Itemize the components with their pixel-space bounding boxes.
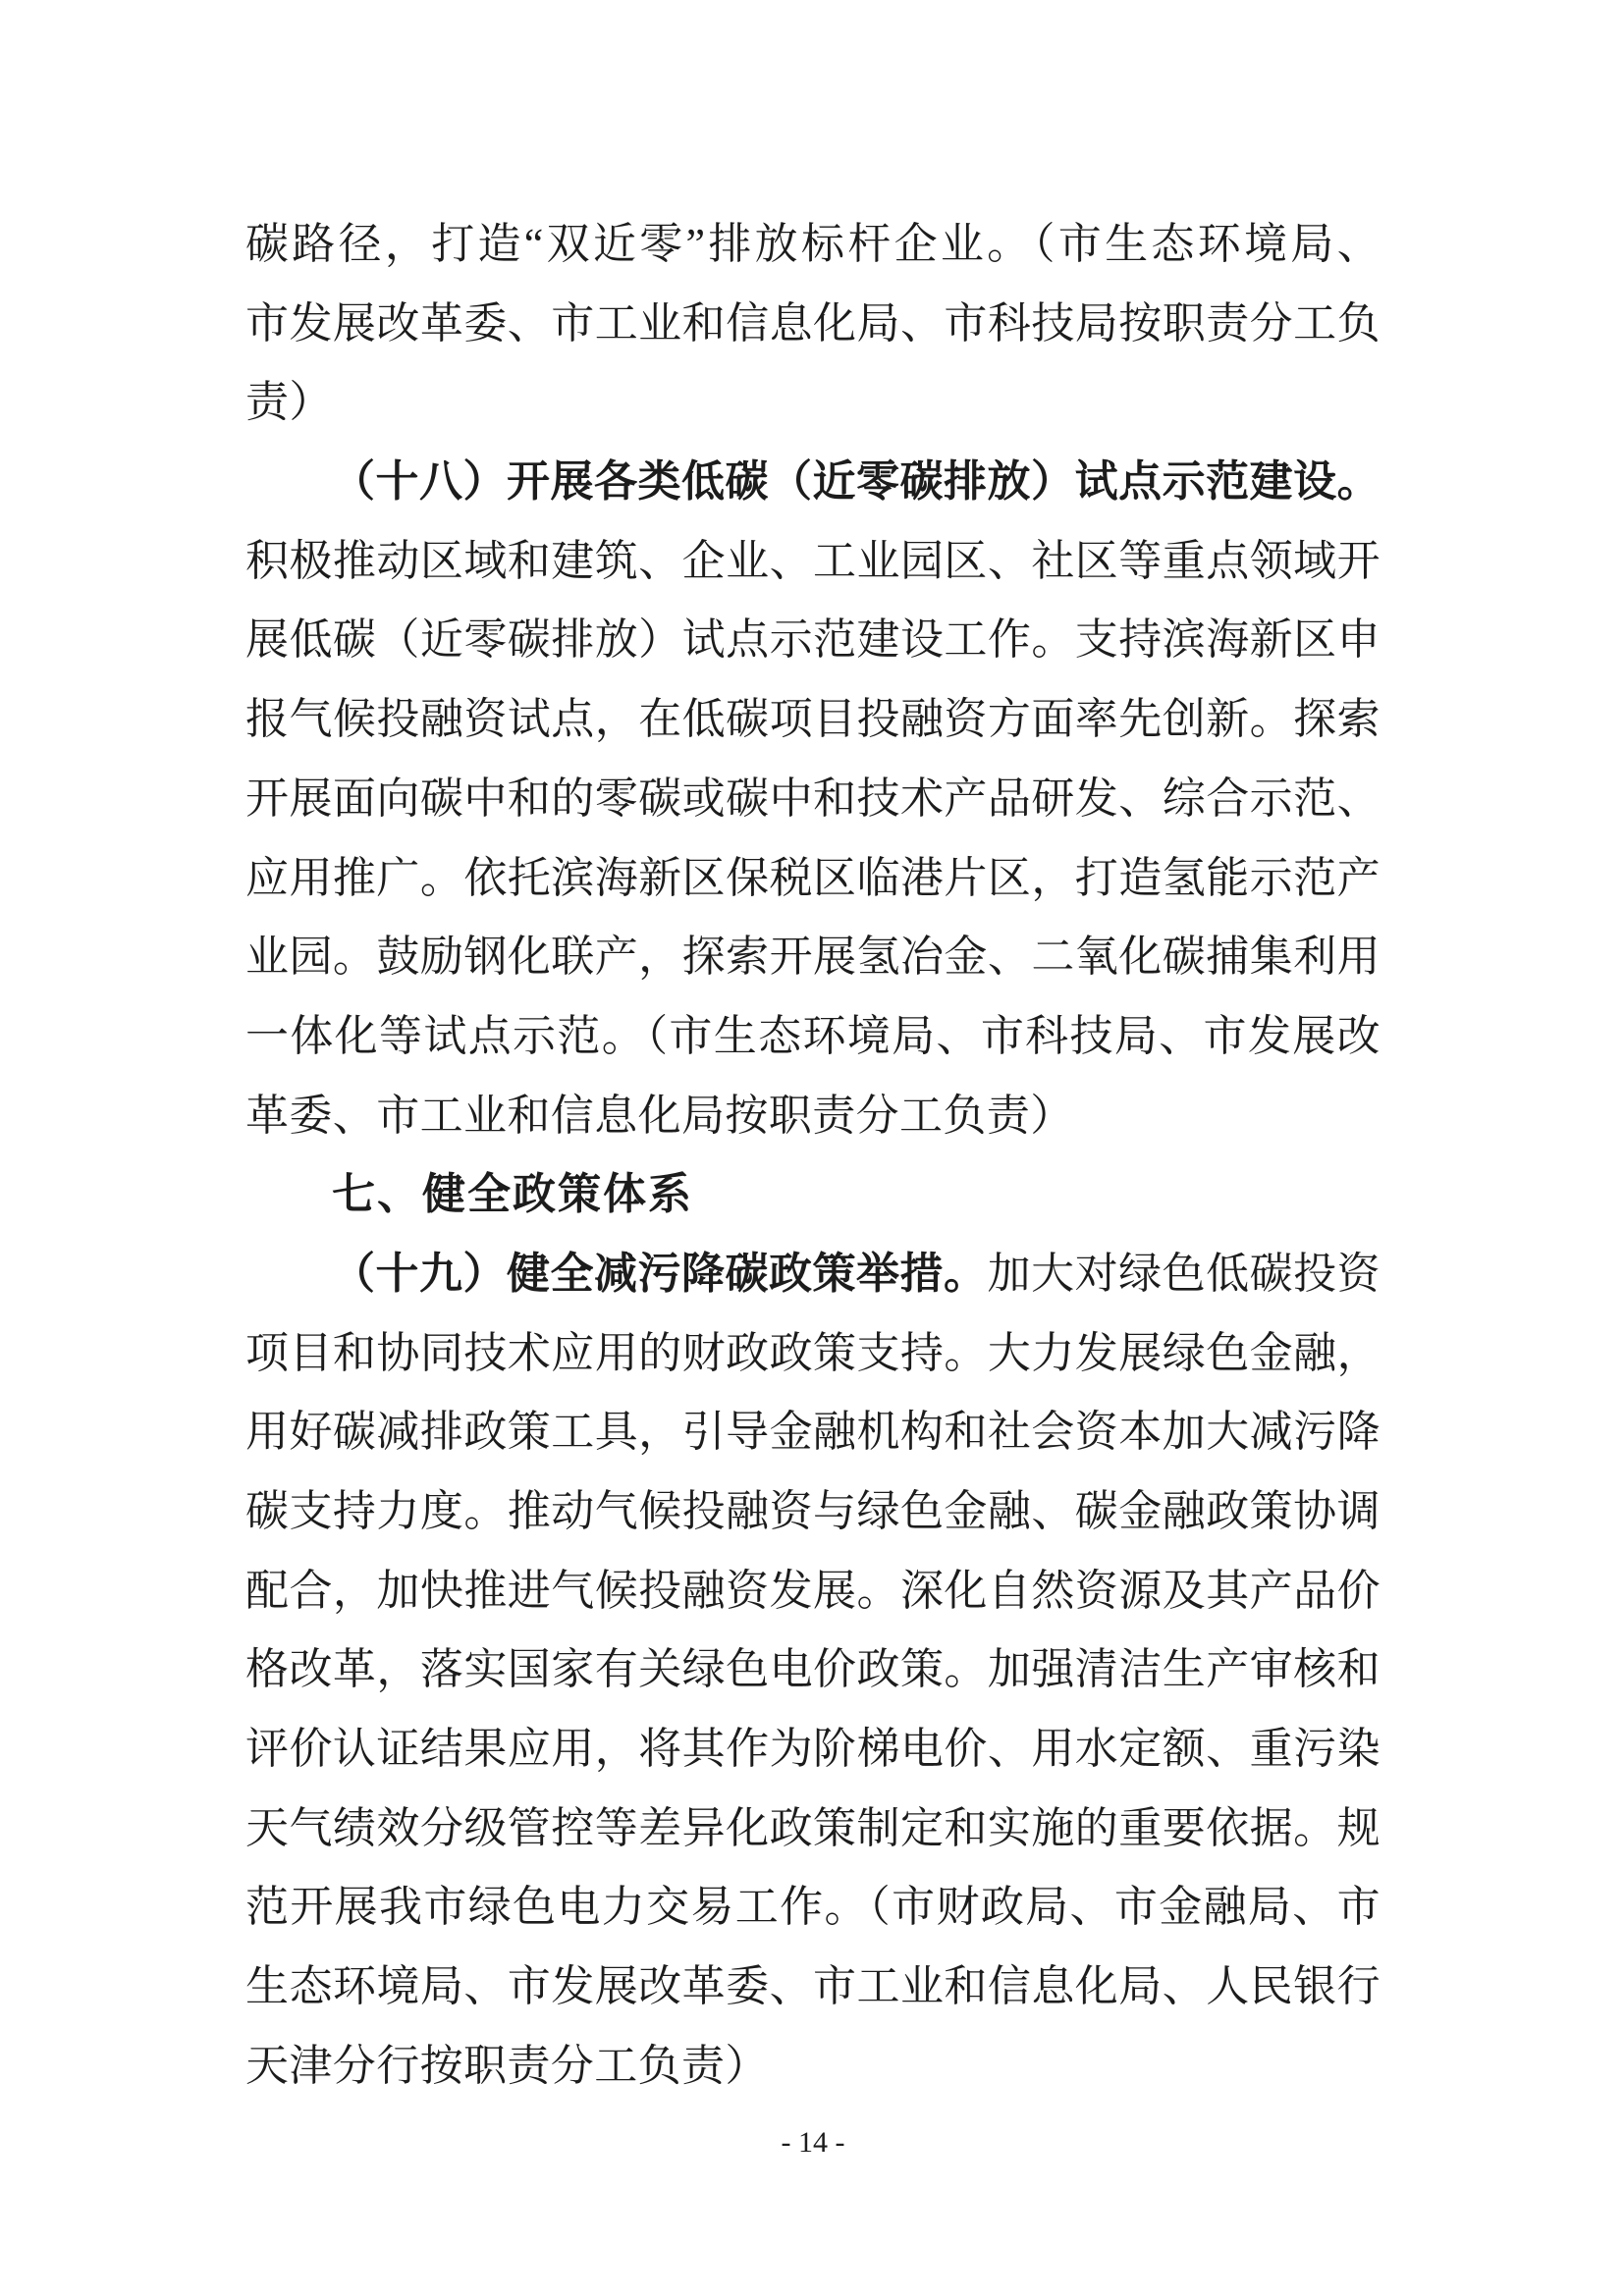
text-line: [245, 839, 1380, 919]
text-line: [245, 680, 1380, 760]
text-line: [245, 1393, 1380, 1472]
paragraph-lead-text: （十九）健全减污降碳政策举措。: [332, 1249, 988, 1298]
text-line: [245, 1314, 1380, 1394]
text-line: [245, 363, 1380, 443]
text-line: [245, 601, 1380, 680]
body-text: 碳路径，打造“双近零”排放标杆企业。（市生态环境局、: [245, 220, 1380, 268]
document-body: [245, 205, 1380, 2107]
body-text: 格改革，落实国家有关绿色电价政策。加强清洁生产审核和: [245, 1645, 1380, 1694]
section-heading: [245, 1155, 1380, 1235]
body-text: 天津分行按职责分工负责）: [245, 2041, 769, 2090]
page-footer: [245, 2120, 1380, 2165]
body-text: 一体化等试点示范。（市生态环境局、市科技局、市发展改: [245, 1011, 1380, 1060]
body-text: 报气候投融资试点，在低碳项目投融资方面率先创新。探索: [245, 695, 1380, 744]
text-line: [245, 1472, 1380, 1552]
text-line: [245, 1789, 1380, 1869]
text-line: [245, 2027, 1380, 2107]
body-text: 业园。鼓励钢化联产，探索开展氢冶金、二氧化碳捕集利用: [245, 933, 1380, 982]
text-line: [245, 918, 1380, 997]
text-line: [245, 1710, 1380, 1789]
body-text: 天气绩效分级管控等差异化政策制定和实施的重要依据。规: [245, 1803, 1380, 1852]
text-line: [245, 285, 1380, 364]
body-text: 范开展我市绿色电力交易工作。（市财政局、市金融局、市: [245, 1883, 1380, 1932]
text-line: [245, 522, 1380, 602]
body-text: 积极推动区域和建筑、企业、工业园区、社区等重点领域开: [245, 536, 1380, 585]
text-line: [245, 205, 1380, 285]
body-text: 责）: [245, 378, 333, 427]
body-text: 展低碳（近零碳排放）试点示范建设工作。支持滨海新区申: [245, 615, 1380, 665]
body-text: 用好碳减排政策工具，引导金融机构和社会资本加大减污降: [245, 1408, 1380, 1457]
page-number: - 14 -: [781, 2126, 845, 2159]
body-text: 评价认证结果应用，将其作为阶梯电价、用水定额、重污染: [245, 1725, 1380, 1774]
body-text: 配合，加快推进气候投融资发展。深化自然资源及其产品价: [245, 1566, 1380, 1615]
text-line: [245, 1235, 1380, 1314]
paragraph-lead-text: （十八）开展各类低碳（近零碳排放）试点示范建设。: [332, 457, 1380, 507]
body-text: 项目和协同技术应用的财政政策支持。大力发展绿色金融，: [245, 1328, 1380, 1377]
body-text: 革委、市工业和信息化局按职责分工负责）: [245, 1091, 1074, 1140]
text-line: [245, 1077, 1380, 1156]
text-line: [245, 1552, 1380, 1631]
text-line: [245, 443, 1380, 522]
text-line: [245, 1948, 1380, 2027]
body-text: 碳支持力度。推动气候投融资与绿色金融、碳金融政策协调: [245, 1487, 1380, 1535]
body-text: 开展面向碳中和的零碳或碳中和技术产品研发、综合示范、: [245, 774, 1380, 823]
body-text: 市发展改革委、市工业和信息化局、市科技局按职责分工负: [245, 298, 1380, 347]
heading-text: 七、健全政策体系: [332, 1170, 693, 1219]
body-text: 加大对绿色低碳投资: [987, 1249, 1380, 1298]
text-line: [245, 997, 1380, 1077]
text-line: [245, 760, 1380, 839]
text-line: [245, 1868, 1380, 1948]
body-text: 应用推广。依托滨海新区保税区临港片区，打造氢能示范产: [245, 853, 1380, 902]
text-line: [245, 1630, 1380, 1710]
body-text: 生态环境局、市发展改革委、市工业和信息化局、人民银行: [245, 1962, 1380, 2011]
